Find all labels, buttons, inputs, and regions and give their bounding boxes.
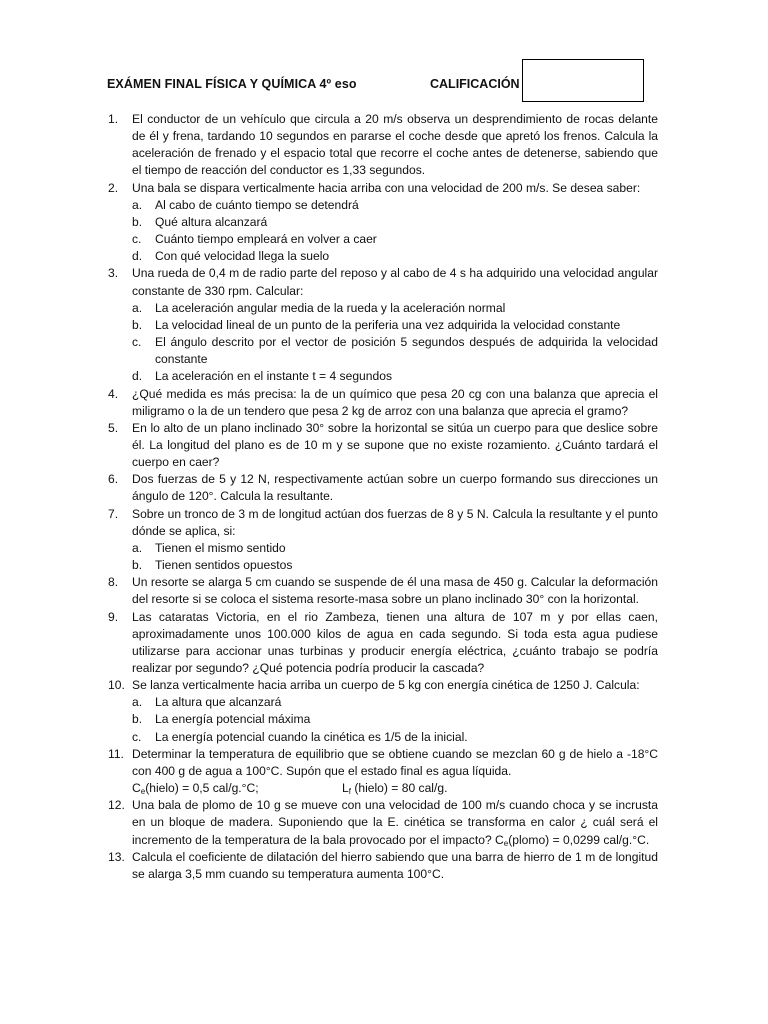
sub-item-text: La aceleración en el instante t = 4 segundos [155, 369, 393, 384]
question-text [132, 797, 658, 848]
sub-item [108, 729, 658, 746]
sub-item-letter: d. [132, 249, 143, 264]
question-number: 3. [108, 266, 119, 281]
question-7 [108, 506, 658, 540]
sub-item-text: La energía potencial máxima [155, 712, 311, 727]
latent-heat-symbol: L [342, 781, 349, 796]
question-8 [108, 574, 658, 608]
question-number: 13. [108, 849, 125, 864]
question-number: 2. [108, 180, 119, 195]
question-4 [108, 386, 658, 420]
question-12 [108, 797, 658, 848]
question-text: Un resorte se alarga 5 cm cuando se suspende de él una masa de 450 g. Calcular la deformación del resorte si se coloca el sistema resorte-masa sobre un plano inclinado 30° con la horizontal. [132, 575, 658, 607]
question-text: En lo alto de un plano inclinado 30° sobre la horizontal se sitúa un cuerpo para que deslice sobre él. La longitud del plano es de 10 m y se supone que no existe rozamiento. ¿Cuánto tardará el cuerpo en caer? [132, 420, 658, 470]
exam-title: EXÁMEN FINAL FÍSICA Y QUÍMICA 4º eso [107, 77, 357, 91]
sub-item-text: Qué altura alcanzará [155, 214, 268, 229]
question-number: 10. [108, 678, 125, 693]
question-text: Una bala se dispara verticalmente hacia arriba con una velocidad de 200 m/s. Se desea saber: [132, 180, 641, 195]
question-2-subitems [108, 197, 658, 266]
specific-heat-subscript: e [503, 838, 509, 848]
question-text: Una rueda de 0,4 m de radio parte del reposo y al cabo de 4 s ha adquirido una velocidad angular constante de 330 rpm. Calcular: [132, 266, 658, 298]
question-number: 6. [108, 472, 119, 487]
sub-item-text: Tienen sentidos opuestos [155, 558, 293, 573]
question-11-constants [132, 780, 658, 797]
question-text: Determinar la temperatura de equilibrio que se obtiene cuando se mezclan 60 g de hielo a -18°C con 400 g de agua a 100°C. Supón que el estado final es agua líquida. [132, 746, 658, 778]
sub-item-letter: b. [132, 317, 143, 332]
sub-item-letter: a. [132, 300, 143, 315]
sub-item-letter: a. [132, 197, 143, 212]
question-2 [108, 180, 658, 197]
sub-item [108, 368, 658, 385]
question-9 [108, 609, 658, 678]
specific-heat-ice [132, 780, 342, 797]
sub-item-letter: b. [132, 712, 143, 727]
question-text: Dos fuerzas de 5 y 12 N, respectivamente actúan sobre un cuerpo formando sus direcciones un ángulo de 120°. Calcula la resultante. [132, 472, 658, 504]
specific-heat-symbol: C [132, 781, 141, 796]
sub-item [108, 197, 658, 214]
grade-label: CALIFICACIÓN [430, 77, 520, 91]
sub-item-letter: b. [132, 558, 143, 573]
question-number: 11. [108, 746, 124, 761]
question-13 [108, 849, 658, 883]
sub-item [108, 540, 658, 557]
sub-item [108, 317, 658, 334]
question-text: ¿Qué medida es más precisa: la de un químico que pesa 20 cg con una balanza que aprecia el miligramo o la de un tendero que pesa 2 kg de arroz con una balanza que aprecia el gramo? [132, 386, 658, 418]
sub-item [108, 248, 658, 265]
sub-item-text: Tienen el mismo sentido [155, 540, 286, 555]
question-11 [108, 746, 658, 797]
sub-item-letter: a. [132, 540, 143, 555]
sub-item-letter: c. [132, 232, 142, 247]
sub-item-letter: b. [132, 214, 143, 229]
question-10 [108, 677, 658, 694]
latent-heat-value: (hielo) = 80 cal/g. [350, 781, 448, 796]
sub-item [108, 231, 658, 248]
question-6 [108, 471, 658, 505]
question-text: Calcula el coeficiente de dilatación del hierro sabiendo que una barra de hierro de 1 m de longitud se alarga 3,5 mm cuando su temperatura aumenta 100°C. [132, 849, 658, 881]
question-1 [108, 111, 658, 180]
question-3 [108, 265, 658, 299]
latent-heat-ice [342, 780, 447, 797]
sub-item-text: Con qué velocidad llega la suelo [155, 249, 330, 264]
sub-item [108, 214, 658, 231]
question-number: 7. [108, 506, 119, 521]
sub-item-text: Al cabo de cuánto tiempo se detendrá [155, 197, 359, 212]
grade-box [522, 59, 644, 102]
latent-heat-subscript: f [348, 787, 351, 797]
question-number: 4. [108, 386, 119, 401]
question-text: Las cataratas Victoria, en el rio Zambeza, tienen una altura de 107 m y por ellas caen, aproximadamente unos 100.000 kilos de agua en cada segundo. Si toda esta agua pudiese utilizarse para accionar unas turbinas y producir energía eléctrica, ¿cuánto trabajo se podría realizar por segundo? ¿Qué potencia podría producir la cascada? [132, 609, 658, 675]
sub-item-text: La velocidad lineal de un punto de la periferia una vez adquirida la velocidad constante [155, 317, 621, 332]
sub-item-text: Cuánto tiempo empleará en volver a caer [155, 232, 377, 247]
sub-item [108, 300, 658, 317]
sub-item-text: La altura que alcanzará [155, 695, 282, 710]
sub-item-letter: a. [132, 695, 143, 710]
question-text-body: Una bala de plomo de 10 g se mueve con una velocidad de 100 m/s cuando choca y se incrusta en un bloque de madera. Suponiendo que la E. cinética se transforma en calor ¿ cuál será el incremento de la temperatura de la bala provocado por el impacto? C [132, 798, 658, 847]
question-3-subitems [108, 300, 658, 386]
question-number: 9. [108, 609, 119, 624]
sub-item-letter: d. [132, 369, 143, 384]
sub-item-text: La aceleración angular media de la rueda y la aceleración normal [155, 300, 506, 315]
question-7-subitems [108, 540, 658, 574]
question-number: 5. [108, 420, 119, 435]
sub-item [108, 557, 658, 574]
question-text: Sobre un tronco de 3 m de longitud actúan dos fuerzas de 8 y 5 N. Calcula la resultante y el punto dónde se aplica, si: [132, 506, 658, 538]
sub-item [108, 334, 658, 368]
sub-item-text: El ángulo descrito por el vector de posición 5 segundos después de adquirida la velocidad constante [155, 335, 658, 367]
sub-item [108, 694, 658, 711]
specific-heat-subscript: e [140, 787, 146, 797]
specific-heat-lead-value: (plomo) = 0,0299 cal/g.°C. [508, 832, 650, 847]
question-number: 1. [108, 112, 119, 126]
specific-heat-value: (hielo) = 0,5 cal/g.°C; [145, 781, 259, 796]
sub-item-letter: c. [132, 729, 142, 744]
sub-item-letter: c. [132, 335, 142, 350]
question-text: El conductor de un vehículo que circula a 20 m/s observa un desprendimiento de rocas delante de él y frena, tardando 10 segundos en pararse el coche desde que apretó los frenos. Calcula la aceleración de frenado y el espacio total que recorre el coche antes de detenerse, sabiendo que el tiempo de reacción del conductor es 1,33 segundos. [132, 112, 658, 178]
sub-item [108, 711, 658, 728]
question-list [108, 111, 658, 883]
question-10-subitems [108, 694, 658, 745]
sub-item-text: La energía potencial cuando la cinética es 1/5 de la inicial. [155, 729, 468, 744]
question-number: 12. [108, 798, 125, 813]
question-text: Se lanza verticalmente hacia arriba un cuerpo de 5 kg con energía cinética de 1250 J. Calcula: [132, 678, 640, 693]
question-5 [108, 420, 658, 471]
question-number: 8. [108, 575, 119, 590]
